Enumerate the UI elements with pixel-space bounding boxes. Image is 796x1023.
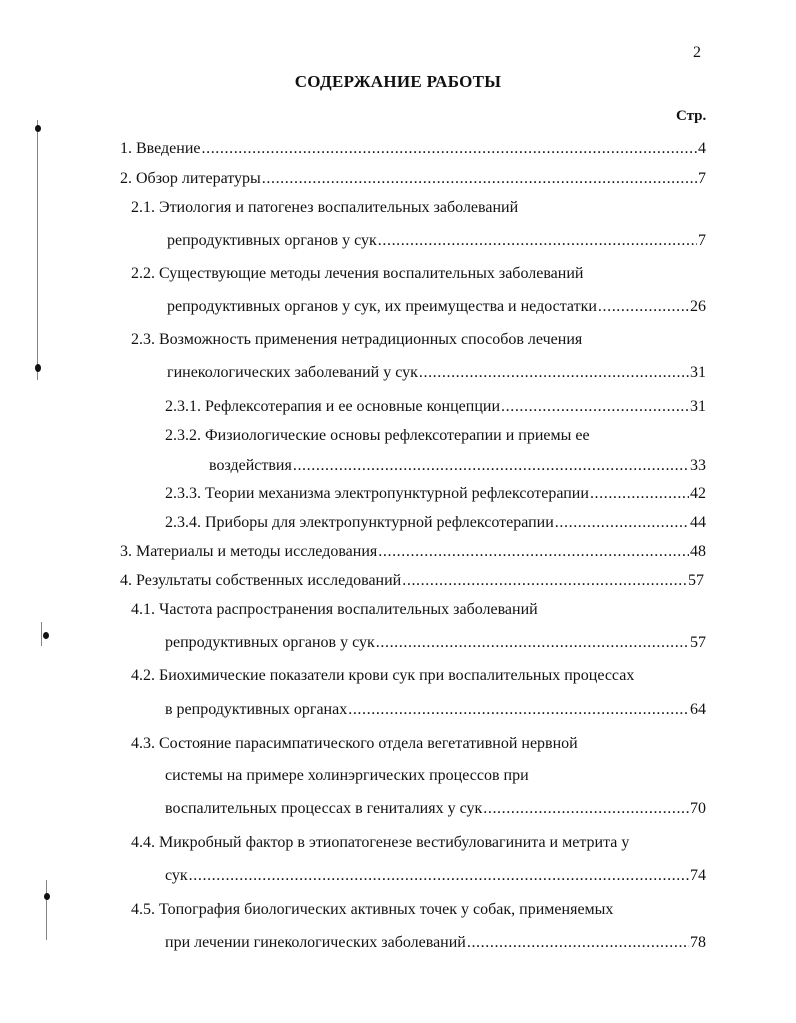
dot-leader [501,396,689,418]
toc-entry-text: 4.2. Биохимические показатели крови сук при воспалительных процессах [131,667,635,684]
toc-entry-page: 26 [690,298,706,315]
toc-entry-page: 42 [690,485,706,502]
dot-leader [483,798,689,820]
toc-entry-page: 31 [690,398,706,415]
toc-entry-text: 1. Введение [120,140,201,157]
toc-entry-4-5 [165,932,706,954]
toc-entry-4-2 [165,699,706,721]
toc-entry-text: в репродуктивных органах [165,701,348,718]
toc-entry-text: 2. Обзор литературы [120,170,261,187]
toc-entry-text: 4.4. Микробный фактор в этиопатогенезе вестибуловагинита и метрита у [131,834,630,851]
toc-entry-text: 4. Результаты собственных исследований [120,572,402,589]
scan-margin-line [41,622,42,646]
toc-entry-page: 4 [698,140,706,157]
toc-entry-literature [120,168,706,190]
toc-entry-text: 3. Материалы и методы исследования [120,543,378,560]
toc-entry-page: 44 [690,514,706,531]
toc-entry-4-4 [165,865,706,887]
toc-entry-text: сук [165,867,188,884]
toc-entry-page: 74 [690,867,706,884]
dot-leader [467,932,689,954]
toc-entry-page: 57 [688,572,704,589]
toc-entry-2-2 [167,296,706,318]
toc-entry-text: 2.3.2. Физиологические основы рефлексотерапии и приемы ее [165,427,590,444]
scan-binding-mark [44,893,50,900]
toc-entry-text: воспалительных процессах в гениталиях у сук [165,800,483,817]
toc-entry-page: 31 [690,364,706,381]
toc-entry-text: 2.3.4. Приборы для электропунктурной рефлексотерапии [165,514,554,531]
scan-binding-mark [35,364,41,372]
toc-entry-text: 4.3. Состояние парасимпатического отдела вегетативной нервной [131,735,578,752]
toc-entry-text: репродуктивных органов у сук [167,232,377,249]
dot-leader [293,455,689,477]
dot-leader [376,632,689,654]
toc-entry-page: 57 [690,634,706,651]
dot-leader [598,296,689,318]
page-number: 2 [693,44,701,61]
toc-entry-text: 2.2. Существующие методы лечения воспалительных заболеваний [131,265,584,282]
toc-entry-2-3-1 [165,396,706,418]
toc-entry-results [120,570,704,592]
pages-column-header: Стр. [676,108,707,124]
toc-entry-text: 2.3.1. Рефлексотерапия и ее основные концепции [165,398,501,415]
dot-leader [348,699,689,721]
scan-margin-line [37,120,38,380]
scan-margin-line [46,880,47,940]
toc-entry-4-3 [165,798,706,820]
toc-entry-text: системы на примере холинэргических процессов при [165,767,529,784]
toc-entry-page: 64 [690,701,706,718]
toc-entry-text: 2.3.3. Теории механизма электропунктурной рефлексотерапии [165,485,589,502]
dot-leader [378,541,689,563]
toc-entry-page: 48 [690,543,706,560]
toc-entry-intro [120,138,706,160]
toc-entry-text: гинекологических заболеваний у сук [167,364,418,381]
toc-entry-2-3-4 [165,512,706,534]
toc-entry-page: 78 [690,934,706,951]
toc-entry-text: репродуктивных органов у сук [165,634,375,651]
scan-binding-mark [43,632,49,639]
toc-entry-2-3-3 [165,483,706,505]
dot-leader [555,512,689,534]
toc-entry-2-3 [167,362,706,384]
dot-leader [378,230,697,252]
dot-leader [262,168,697,190]
toc-entry-page: 7 [698,232,706,249]
toc-entry-materials [120,541,706,563]
toc-entry-page: 7 [698,170,706,187]
toc-entry-text: при лечении гинекологических заболеваний [165,934,466,951]
toc-entry-4-1 [165,632,706,654]
scan-binding-mark [35,125,41,132]
toc-entry-page: 70 [690,800,706,817]
dot-leader [590,483,689,505]
toc-entry-text: 2.3. Возможность применения нетрадиционных способов лечения [131,331,583,348]
toc-entry-2-1 [167,230,706,252]
dot-leader [419,362,689,384]
toc-entry-2-3-2 [209,455,706,477]
toc-entry-text: 2.1. Этиология и патогенез воспалительных заболеваний [131,199,519,216]
dot-leader [189,865,689,887]
dot-leader [202,138,698,160]
page-title: СОДЕРЖАНИЕ РАБОТЫ [294,72,502,91]
toc-entry-text: воздействия [209,457,292,474]
toc-entry-text: репродуктивных органов у сук, их преимущества и недостатки [167,298,597,315]
dot-leader [402,570,687,592]
toc-entry-text: 4.1. Частота распространения воспалительных заболеваний [131,601,538,618]
toc-entry-text: 4.5. Топография биологических активных точек у собак, применяемых [131,901,614,918]
toc-entry-page: 33 [690,457,706,474]
